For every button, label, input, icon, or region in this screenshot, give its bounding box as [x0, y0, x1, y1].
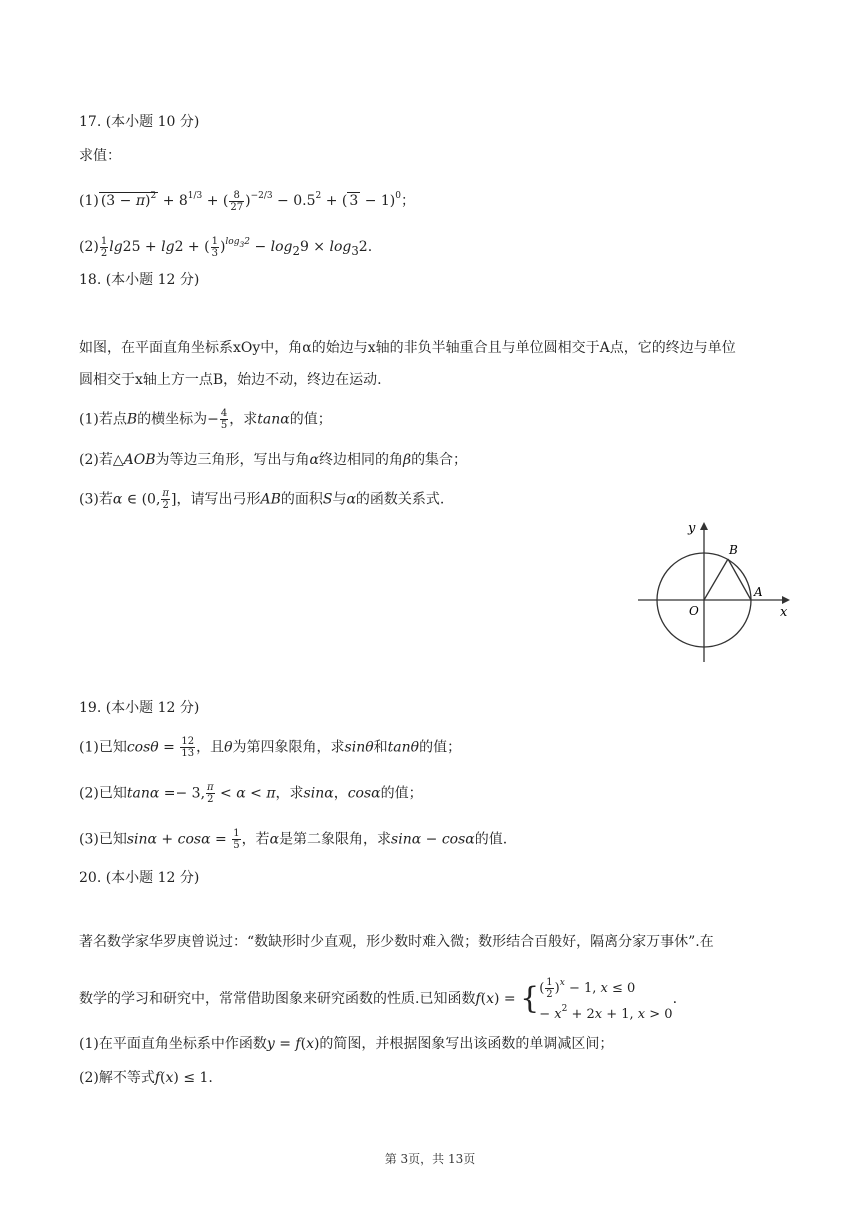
q18-part1: (1)若点B的横坐标为− $\frac{4}{5}$ ，求tanα的值；	[79, 408, 332, 431]
point-b-label: B	[729, 543, 738, 557]
origin-label: O	[689, 604, 699, 618]
q19-part1: (1)已知cosθ = $\frac{12}{13}$ ，且θ为第四象限角，求sinθ和tanθ的值；	[79, 736, 462, 759]
q20-part1: (1)在平面直角坐标系中作函数y = f(x)的简图，并根据图象写出该函数的单调减区间；	[79, 1036, 614, 1052]
unit-circle-figure	[636, 518, 792, 662]
q20-part2: (2)解不等式f(x) ≤ 1.	[79, 1070, 213, 1086]
q17-part1: (1) $(3 - \pi)^2 + 8^{1/3}$ + ( $\frac{8}{27}$ )$^{-2/3} - 0.5^2$ + ( 3 − 1)$^0$；	[79, 189, 415, 213]
point-a-label: A	[754, 585, 763, 599]
q19-header: 19. (本小题 12 分)	[79, 700, 200, 716]
q18-intro-line2: 圆相交于x轴上方一点B，始边不动，终边在运动.	[79, 372, 382, 388]
q18-part2: (2)若△AOB为等边三角形，写出与角α终边相同的角β的集合；	[79, 452, 468, 468]
q20-intro-line2: 数学的学习和研究中，常常借助图象来研究函数的性质.已知函数f(x) = { ( $\frac{1}{2}$ )$^x$ − 1, x ≤ 0 − $x^2 + 2x + 1$, x > 0 .	[79, 977, 678, 1022]
q17-part2: (2) $\frac{1}{2}$ lg25 + lg2 + ( $\frac{1}{3}$ )$^{log_32} - \log_29 \times \log_32$.	[79, 235, 373, 259]
x-label: x	[780, 605, 788, 620]
q18-intro-line1: 如图，在平面直角坐标系xOy中，角α的始边与x轴的非负半轴重合且与单位圆相交于A点，它的终边与单位	[79, 340, 736, 356]
y-axis-arrow-icon	[700, 522, 708, 530]
q17-header: 17. (本小题 10 分)	[79, 114, 200, 130]
x-axis-arrow-icon	[782, 596, 790, 604]
q19-part3: (3)已知sinα + cosα = $\frac{1}{5}$ ，若α是第二象限角，求sinα − cosα的值.	[79, 828, 508, 851]
q18-header: 18. (本小题 12 分)	[79, 272, 200, 288]
terminal-side	[704, 559, 728, 600]
q18-part3: (3)若α ∈ (0, $\frac{\pi}{2}$ ]，请写出弓形AB的面积S与α的函数关系式.	[79, 488, 445, 511]
y-label: y	[688, 521, 696, 536]
chord-ab	[728, 559, 751, 600]
q19-part2: (2)已知tanα =− 3, $\frac{\pi}{2}$ < α < π，求sinα，cosα的值；	[79, 782, 423, 805]
q20-header: 20. (本小题 12 分)	[79, 870, 200, 886]
q17-prompt: 求值：	[79, 148, 121, 164]
q20-intro-line1: 著名数学家华罗庚曾说过：“数缺形时少直观，形少数时难入微；数形结合百般好，隔离分家万事休”.在	[79, 934, 714, 950]
page-footer: 第 3页，共 13页	[384, 1152, 476, 1166]
